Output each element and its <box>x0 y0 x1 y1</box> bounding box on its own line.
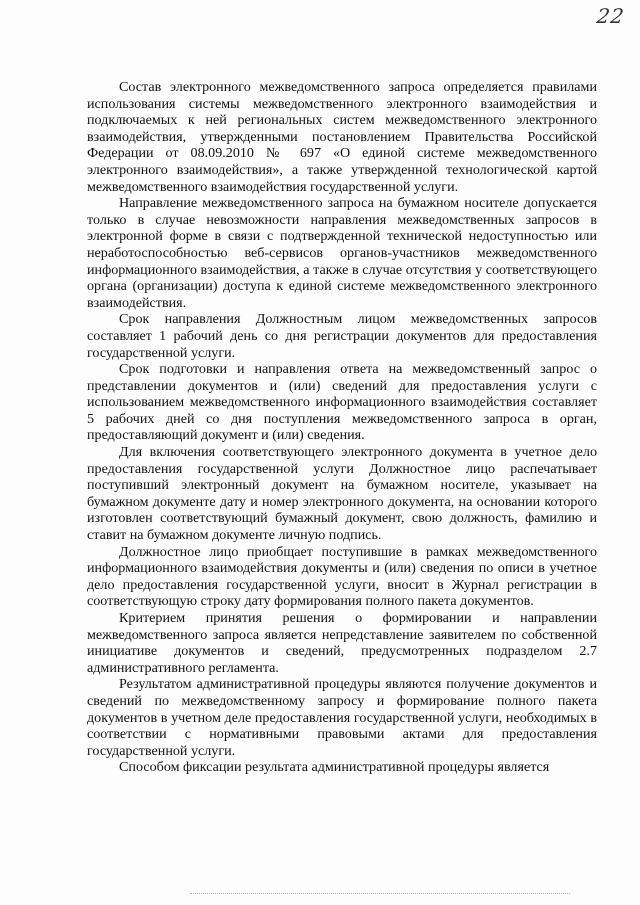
paragraph-paper-request: Направление межведомственного запроса на бумажном носителе допускается только в случае невозможности направления межведомственных запросов в электронной форме в связи с подтвержденной технической недоступностью или неработоспособностью веб-сервисов органов-участников межведомственного информационного взаимодействия, а также в случае отсутствия у соответствующего органа (организации) доступа к единой системе межведомственного электронного взаимодействия. <box>87 195 597 311</box>
paragraph-request-composition: Состав электронного межведомственного запроса определяется правилами использования системы межведомственного электронного взаимодействия и подключаемых к ней региональных систем межведомственного электронного взаимодействия, утвержденными постановлением Правительства Российской Федерации от 08.09.2010 № 697 «О единой системе межведомственного электронного взаимодействия», а также утвержденной технологической картой межведомственного взаимодействия государственной услуги. <box>87 79 597 195</box>
page-number: 22 <box>594 4 626 28</box>
paragraph-result-fixation: Способом фиксации результата административной процедуры является <box>119 759 550 776</box>
paragraph-request-deadline: Срок направления Должностным лицом межведомственных запросов составляет 1 рабочий день со дня регистрации документов для предоставления государственной услуги. <box>87 311 597 361</box>
paragraph-response-deadline: Срок подготовки и направления ответа на межведомственный запрос о представлении документов и (или) сведений для предоставления услуги с использованием межведомственного информационного взаимодействия составляет 5 рабочих дней со дня поступления межведомственного запроса в орган, предоставляющий документ и (или) сведения. <box>87 361 597 444</box>
document-body <box>87 79 597 776</box>
paragraph-decision-criterion: Критерием принятия решения о формировании и направлении межведомственного запроса является непредставление заявителем по собственной инициативе документов и сведений, предусмотренных подразделом 2.7 административного регламента. <box>87 610 597 676</box>
paragraph-procedure-result: Результатом административной процедуры являются получение документов и сведений по межведомственному запросу и формирование полного пакета документов в учетном деле предоставления государственной услуги, необходимых в соответствии с нормативными правовыми актами для предоставления государственной услуги. <box>87 676 597 759</box>
paragraph-document-inclusion: Для включения соответствующего электронного документа в учетное дело предоставления государственной услуги Должностное лицо распечатывает поступивший электронный документ на бумажном носителе, указывает на бумажном документе дату и номер электронного документа, на основании которого изготовлен соответствующий бумажный документ, свою должность, фамилию и ставит на бумажном документе личную подпись. <box>87 444 597 544</box>
footer-divider <box>190 893 570 894</box>
paragraph-attachment: Должностное лицо приобщает поступившие в рамках межведомственного информационного взаимодействия документы и (или) сведения по описи в учетное дело предоставления государственной услуги, вносит в Журнал регистрации в соответствующую строку дату формирования полного пакета документов. <box>87 543 597 610</box>
